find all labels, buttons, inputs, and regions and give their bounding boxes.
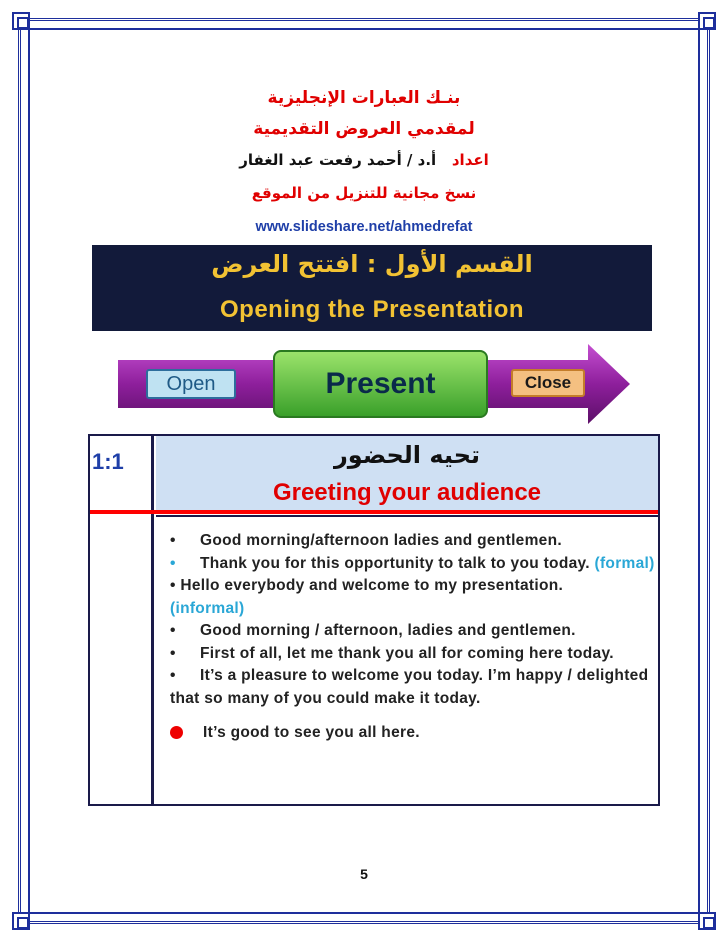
process-arrow xyxy=(118,344,638,424)
page-number: 5 xyxy=(360,866,368,882)
corner-ornament xyxy=(12,12,30,30)
item-title-ar: تحيه الحضور xyxy=(333,441,481,469)
corner-ornament xyxy=(12,912,30,930)
list-item: It’s good to see you all here. xyxy=(170,722,655,745)
item-number-column xyxy=(88,434,154,806)
list-item: • Hello everybody and welcome to my presentation. (informal) xyxy=(170,577,564,617)
author-line xyxy=(0,151,728,169)
table-divider xyxy=(156,515,658,517)
free-copies-note: نسخ مجانية للتنزيل من الموقع xyxy=(251,184,477,202)
step-present: Present xyxy=(273,350,488,418)
website-link[interactable]: www.slideshare.net/ahmedrefat xyxy=(255,219,473,235)
corner-ornament xyxy=(698,912,716,930)
list-item: • Thank you for this opportunity to talk to you today. (formal) xyxy=(170,553,655,576)
list-item: • First of all, let me thank you all for coming here today. xyxy=(170,643,655,666)
bullet-icon: • xyxy=(170,644,176,662)
step-close: Close xyxy=(511,369,585,397)
bullet-icon: • xyxy=(170,622,176,639)
bullet-icon: • xyxy=(170,532,176,549)
list-item: • Good morning / afternoon, ladies and gentlemen. xyxy=(170,620,655,643)
bullet-icon: • xyxy=(170,667,176,684)
register-tag: (informal) xyxy=(170,599,245,617)
red-divider xyxy=(90,510,658,514)
phrase-list xyxy=(170,530,655,745)
book-title: بنـك العبارات الإنجليزية xyxy=(267,88,461,108)
author-name: أ.د / أحمد رفعت عبد الغفار xyxy=(239,151,437,169)
step-open: Open xyxy=(146,369,236,399)
corner-ornament xyxy=(698,12,716,30)
author-label: اعداد xyxy=(451,151,489,169)
book-subtitle: لمقدمي العروض التقديمية xyxy=(253,119,475,139)
section-title-en: Opening the Presentation xyxy=(219,296,525,323)
red-dot-icon xyxy=(170,726,183,739)
register-tag: (formal) xyxy=(594,554,655,572)
list-item: • Good morning/afternoon ladies and gentlemen. xyxy=(170,530,655,553)
section-title-ar: القسم الأول : افتتح العرض xyxy=(211,250,533,278)
item-number: 1:1 xyxy=(92,449,124,474)
bullet-icon: • xyxy=(170,554,176,572)
list-item: • It’s a pleasure to welcome you today. I’m happy / delighted that so many of you could make it today. xyxy=(170,667,649,707)
item-title-en: Greeting your audience xyxy=(272,479,542,506)
